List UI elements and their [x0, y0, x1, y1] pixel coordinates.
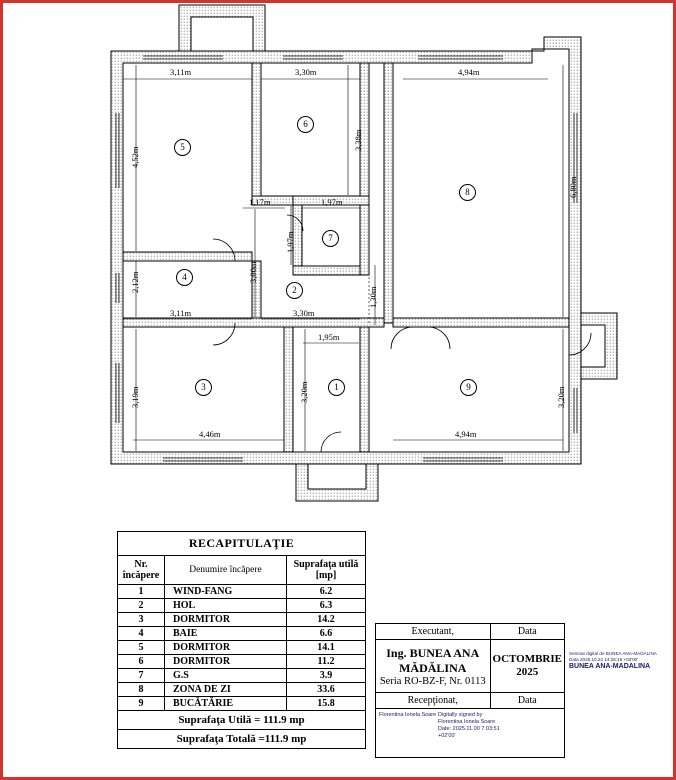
cell-name: DORMITOR — [165, 655, 287, 669]
cell-nr: 5 — [118, 641, 165, 655]
cell-area: 6.2 — [287, 585, 366, 599]
room-number: 4 — [176, 269, 193, 286]
cell-area: 6.6 — [287, 627, 366, 641]
col-header-area: Suprafaţa utilă [mp] — [287, 556, 366, 585]
interior-walls — [123, 63, 569, 452]
cell-area: 11.2 — [287, 655, 366, 669]
dimension-label: 1,97m — [321, 197, 343, 207]
room-number: 5 — [174, 139, 191, 156]
total-utila: Suprafaţa Utilă = 111.9 mp — [118, 711, 366, 730]
col-header-name: Denumire încăpere — [165, 556, 287, 585]
cell-nr: 2 — [118, 599, 165, 613]
cell-name: DORMITOR — [165, 613, 287, 627]
dimension-label: 1,97m — [285, 231, 295, 253]
cell-nr: 7 — [118, 669, 165, 683]
dimension-label: 3,11m — [170, 308, 192, 318]
stamp-name: BUNEA ANA-MADALINA — [569, 663, 651, 671]
dimension-label: 3,20m — [299, 381, 309, 403]
cell-name: HOL — [165, 599, 287, 613]
room-number: 6 — [297, 116, 314, 133]
dimension-label: 1,30m — [368, 286, 378, 308]
cell-name: BAIE — [165, 627, 287, 641]
cell-nr: 9 — [118, 697, 165, 711]
dimension-label: 1,17m — [249, 197, 271, 207]
table-header-row — [118, 556, 366, 585]
room-number: 7 — [322, 230, 339, 247]
data-label-1: Data — [490, 624, 564, 640]
dimension-label: 3,38m — [353, 129, 363, 151]
cell-nr: 3 — [118, 613, 165, 627]
door-swings — [213, 215, 591, 452]
dimension-label: 3,00m — [248, 261, 258, 283]
dimension-label: 4,94m — [458, 67, 480, 77]
table-row — [118, 532, 366, 556]
signature-cell — [376, 709, 565, 758]
room-number: 3 — [195, 379, 212, 396]
executant-label: Executant, — [376, 624, 491, 640]
cell-name: G.S — [165, 669, 287, 683]
dimension-label: 3,30m — [295, 67, 317, 77]
cell-area: 14.2 — [287, 613, 366, 627]
cell-name: WIND-FANG — [165, 585, 287, 599]
table-row — [118, 655, 366, 669]
table-row — [376, 640, 565, 677]
title-block — [375, 623, 565, 758]
dimension-label: 2,12m — [130, 271, 140, 293]
dimension-label: 1,95m — [318, 332, 340, 342]
data-label-2: Data — [490, 693, 564, 709]
cell-nr: 1 — [118, 585, 165, 599]
executant-name-cell — [376, 640, 491, 677]
table-row — [118, 613, 366, 627]
table-row — [118, 697, 366, 711]
room-number: 1 — [328, 379, 345, 396]
cell-area: 14.1 — [287, 641, 366, 655]
recap-title: RECAPITULAŢIE — [118, 532, 366, 556]
signature-details: Digitally signed by Florentina Ionela Soare Date: 2025.11.00 7.03:51 +02'00' — [438, 712, 500, 739]
cell-area: 6.3 — [287, 599, 366, 613]
room-number: 2 — [286, 282, 303, 299]
table-row — [376, 624, 565, 640]
table-row — [376, 693, 565, 709]
cell-area: 33.6 — [287, 683, 366, 697]
table-row — [376, 709, 565, 758]
cell-nr: 8 — [118, 683, 165, 697]
dimension-label: 3,11m — [170, 67, 192, 77]
cell-name: DORMITOR — [165, 641, 287, 655]
dimension-label: 3,30m — [293, 308, 315, 318]
signature-name: Florentina Ionela Soare — [379, 712, 437, 718]
floor-plan — [3, 3, 676, 523]
table-row — [118, 711, 366, 730]
cell-nr: 4 — [118, 627, 165, 641]
dimension-label: 6,80m — [568, 176, 578, 198]
dimension-label: 3,19m — [130, 386, 140, 408]
room-number: 9 — [460, 379, 477, 396]
table-row — [118, 730, 366, 749]
recapitulation-table — [117, 531, 366, 749]
data-value: OCTOMBRIE 2025 — [490, 640, 564, 693]
dimension-label: 4,52m — [130, 146, 140, 168]
col-header-nr: Nr. încăpere — [118, 556, 165, 585]
total-totala: Suprafaţa Totală =111.9 mp — [118, 730, 366, 749]
table-row — [118, 641, 366, 655]
cell-name: ZONA DE ZI — [165, 683, 287, 697]
executant-name: Ing. BUNEA ANA MĂDĂLINA — [386, 646, 480, 675]
cell-area: 15.8 — [287, 697, 366, 711]
table-row — [118, 669, 366, 683]
stamp-details: Semnat digital de BUNEA ANA-MADALINA Data 2025.10.24 14:26:18 +03'00' — [569, 651, 657, 663]
cell-nr: 6 — [118, 655, 165, 669]
table-row — [118, 599, 366, 613]
dimension-label: 4,46m — [199, 429, 221, 439]
table-row — [118, 627, 366, 641]
cell-area: 3.9 — [287, 669, 366, 683]
dimension-label: 4,94m — [455, 429, 477, 439]
executant-serie-cell — [376, 676, 491, 693]
receptionat-label: Recepţionat, — [376, 693, 491, 709]
dimension-label: 3,20m — [556, 386, 566, 408]
digital-signature-stamp — [569, 651, 665, 672]
table-row — [118, 585, 366, 599]
room-number: 8 — [459, 184, 476, 201]
cell-name: BUCĂTĂRIE — [165, 697, 287, 711]
executant-serie: Seria RO-BZ-F, Nr. 0113 — [379, 676, 486, 687]
table-row — [118, 683, 366, 697]
